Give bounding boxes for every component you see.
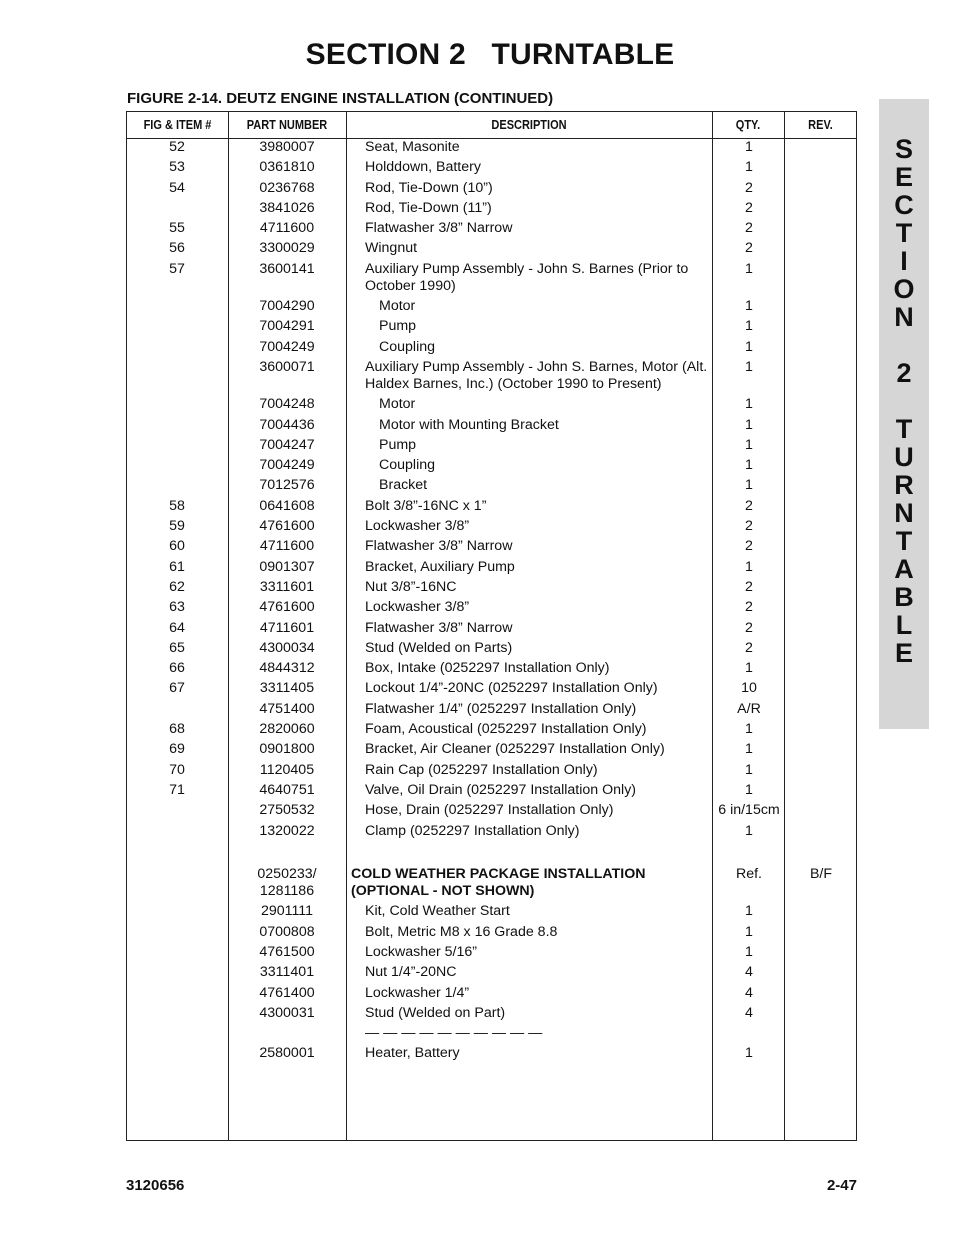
cell-description: Coupling (379, 457, 436, 474)
cell-quantity: 1 (745, 477, 753, 494)
table-row (127, 240, 856, 260)
cell-part-number: 0901307 (259, 558, 315, 575)
cell-quantity: 1 (745, 298, 753, 315)
cell-fig-item: 71 (169, 781, 185, 798)
cell-quantity: 1 (745, 923, 753, 940)
cell-quantity: 1 (745, 457, 753, 474)
cell-revision: B/F (809, 866, 833, 883)
tab-letter: A (894, 554, 914, 584)
cell-description: Flatwasher 3/8” Narrow (365, 538, 513, 555)
cell-quantity: 2 (745, 599, 753, 616)
cell-description: Kit, Cold Weather Start (365, 903, 510, 920)
table-row (127, 559, 856, 579)
table-row (127, 417, 856, 437)
cell-fig-item: 53 (169, 159, 185, 176)
document-number: 3120656 (126, 1177, 185, 1194)
cell-description: Flatwasher 1/4” (0252297 Installation Only) (365, 700, 637, 717)
cell-part-number: 4711601 (259, 619, 315, 636)
page-number: 2-47 (826, 1177, 857, 1194)
cell-part-number: 3311401 (259, 964, 315, 981)
table-row (127, 741, 856, 761)
tab-letter: R (894, 470, 914, 500)
cell-quantity: 1 (745, 159, 753, 176)
table-row (127, 620, 856, 640)
cell-quantity: 1 (745, 139, 753, 155)
cell-description: Lockwasher 5/16” (365, 943, 477, 960)
cell-part-number: 3980007 (259, 139, 315, 155)
cell-quantity: 2 (745, 518, 753, 535)
cell-fig-item: 56 (169, 240, 185, 257)
cell-part-number: 4761600 (259, 518, 315, 535)
tab-letter: N (894, 302, 914, 332)
cell-fig-item: 67 (169, 680, 185, 697)
table-row (127, 359, 856, 396)
table-row (127, 437, 856, 457)
cell-fig-item: 52 (169, 139, 185, 155)
table-row (127, 261, 856, 298)
cell-part-number: 3300029 (259, 240, 315, 257)
cell-description: Wingnut (365, 240, 418, 257)
cell-fig-item: 58 (169, 497, 185, 514)
table-row (127, 866, 856, 903)
table-row (127, 518, 856, 538)
cell-description: Lockwasher 1/4” (365, 984, 470, 1001)
tab-letter: E (894, 162, 913, 192)
cell-description: Stud (Welded on Parts) (365, 639, 513, 656)
table-row (127, 843, 856, 866)
cell-description: COLD WEATHER PACKAGE INSTALLATION (OPTIONAL - NOT SHOWN) (351, 866, 646, 900)
table-row (127, 599, 856, 619)
cell-quantity: 2 (745, 497, 753, 514)
cell-quantity: 10 (741, 680, 757, 697)
cell-part-number: 2750532 (259, 802, 315, 819)
cell-description: Nut 1/4”-20NC (365, 964, 457, 981)
cell-part-number: 7004248 (259, 396, 315, 413)
cell-quantity: 1 (745, 741, 753, 758)
cell-part-number: 7004247 (259, 436, 315, 453)
cell-quantity: 1 (745, 1045, 753, 1062)
table-row (127, 640, 856, 660)
cell-quantity: 2 (745, 538, 753, 555)
table-row (127, 782, 856, 802)
tab-letter: O (893, 274, 915, 304)
table-row (127, 924, 856, 944)
cell-part-number: 1120405 (259, 761, 315, 778)
cell-part-number: 7004290 (259, 298, 315, 315)
table-row (127, 180, 856, 200)
table-row (127, 159, 856, 179)
table-row (127, 985, 856, 1005)
cell-quantity: 4 (745, 1004, 753, 1021)
cell-quantity: 1 (745, 558, 753, 575)
tab-letter: N (894, 498, 914, 528)
cell-description: Foam, Acoustical (0252297 Installation Only) (365, 721, 647, 738)
table-row (127, 903, 856, 923)
cell-description: Auxiliary Pump Assembly - John S. Barnes, Motor (Alt. Haldex Barnes, Inc.) (October 1990 to Present) (365, 358, 708, 392)
cell-quantity: 2 (745, 240, 753, 257)
section-title: SECTION 2 TURNTABLE (305, 38, 675, 71)
cell-quantity: 1 (745, 660, 753, 677)
cell-description: Seat, Masonite (365, 139, 460, 155)
cell-description: Bracket, Auxiliary Pump (365, 558, 515, 575)
cell-quantity: 2 (745, 220, 753, 237)
cell-description: Bolt 3/8”-16NC x 1” (365, 497, 487, 514)
table-row (127, 498, 856, 518)
cell-description: Holddown, Battery (365, 159, 481, 176)
cell-part-number: 1320022 (259, 822, 315, 839)
cell-description: Lockwasher 3/8” (365, 599, 470, 616)
cell-fig-item: 69 (169, 741, 185, 758)
tab-letter (879, 387, 929, 415)
tab-letter (879, 331, 929, 359)
column-header-qty: QTY. (735, 118, 761, 132)
tab-letter: B (894, 582, 914, 612)
column-header-fig: FIG & ITEM # (143, 118, 212, 132)
cell-description: Rain Cap (0252297 Installation Only) (365, 761, 598, 778)
cell-part-number: 4640751 (259, 781, 315, 798)
table-row (127, 660, 856, 680)
table-row (127, 802, 856, 822)
cell-fig-item: 70 (169, 761, 185, 778)
cell-description: Hose, Drain (0252297 Installation Only) (365, 802, 614, 819)
cell-quantity: 1 (745, 721, 753, 738)
tab-letter: T (895, 218, 913, 248)
cell-part-number: 7004291 (259, 318, 315, 335)
cell-description: Box, Intake (0252297 Installation Only) (365, 660, 610, 677)
cell-fig-item: 68 (169, 721, 185, 738)
tab-letter: T (895, 526, 913, 556)
cell-part-number: 4751400 (259, 700, 315, 717)
tab-letter: E (894, 638, 913, 668)
cell-part-number: 0901800 (259, 741, 315, 758)
table-row (127, 762, 856, 782)
cell-part-number: 3841026 (259, 199, 315, 216)
table-row (127, 457, 856, 477)
cell-quantity: 2 (745, 179, 753, 196)
cell-description: Pump (379, 318, 417, 335)
column-header-part: PART NUMBER (246, 118, 328, 132)
table-row (127, 339, 856, 359)
cell-fig-item: 57 (169, 260, 185, 277)
cell-part-number: 4300034 (259, 639, 315, 656)
cell-quantity: 6 in/15cm (718, 802, 780, 819)
cell-fig-item: 59 (169, 518, 185, 535)
cell-quantity: 1 (745, 338, 753, 355)
cell-quantity: 1 (745, 903, 753, 920)
cell-fig-item: 62 (169, 578, 185, 595)
table-row (127, 579, 856, 599)
table-row (127, 220, 856, 240)
cell-part-number: 3311601 (259, 578, 315, 595)
cell-quantity: A/R (737, 700, 761, 717)
table-row (127, 318, 856, 338)
cell-description: Valve, Oil Drain (0252297 Installation Only) (365, 781, 637, 798)
cell-quantity: 1 (745, 943, 753, 960)
cell-part-number: 3311405 (259, 680, 315, 697)
cell-description: Flatwasher 3/8” Narrow (365, 619, 513, 636)
cell-description: Bracket, Air Cleaner (0252297 Installation Only) (365, 741, 665, 758)
cell-part-number: 4300031 (259, 1004, 315, 1021)
table-row (127, 721, 856, 741)
cell-part-number: 4711600 (259, 220, 315, 237)
tab-letter: T (895, 414, 913, 444)
cell-description: Motor (379, 396, 416, 413)
cell-fig-item: 63 (169, 599, 185, 616)
table-row (127, 139, 856, 159)
cell-part-number: 0700808 (259, 923, 315, 940)
cell-fig-item: 65 (169, 639, 185, 656)
cell-description: Clamp (0252297 Installation Only) (365, 822, 580, 839)
cell-part-number: 4761500 (259, 943, 315, 960)
cell-fig-item: 66 (169, 660, 185, 677)
cell-fig-item: 61 (169, 558, 185, 575)
table-row (127, 964, 856, 984)
cell-description: Lockout 1/4”-20NC (0252297 Installation Only) (365, 680, 658, 697)
tab-letter: I (900, 246, 908, 276)
cell-part-number: 0236768 (259, 179, 315, 196)
table-row (127, 1045, 856, 1065)
cell-part-number: 7004436 (259, 416, 315, 433)
cell-part-number: 2820060 (259, 721, 315, 738)
cell-part-number: 4761600 (259, 599, 315, 616)
cell-quantity: 2 (745, 639, 753, 656)
table-row (127, 1005, 856, 1025)
cell-part-number: 0641608 (259, 497, 315, 514)
table-row (127, 1025, 856, 1045)
cell-fig-item: 55 (169, 220, 185, 237)
cell-description: Motor (379, 298, 416, 315)
cell-part-number: 3600071 (259, 358, 315, 375)
cell-quantity: 1 (745, 761, 753, 778)
cell-quantity: 2 (745, 619, 753, 636)
cell-part-number: 2901111 (260, 903, 314, 920)
tab-letter: C (894, 190, 914, 220)
column-header-rev: REV. (808, 118, 833, 132)
cell-part-number: 4711600 (259, 538, 315, 555)
cell-description: Pump (379, 436, 417, 453)
cell-description: Heater, Battery (365, 1045, 460, 1062)
column-header-description: DESCRIPTION (491, 118, 567, 132)
tab-letter: S (894, 134, 913, 164)
table-row (127, 200, 856, 220)
cell-quantity: 1 (745, 318, 753, 335)
cell-description: Lockwasher 3/8” (365, 518, 470, 535)
cell-description: Nut 3/8”-16NC (365, 578, 457, 595)
cell-fig-item: 64 (169, 619, 185, 636)
cell-quantity: 1 (745, 436, 753, 453)
table-row (127, 680, 856, 700)
table-row (127, 538, 856, 558)
table-row (127, 944, 856, 964)
cell-part-number: 7004249 (259, 338, 315, 355)
cell-quantity: 1 (745, 822, 753, 839)
cell-description: Bracket (379, 477, 428, 494)
cell-description: Flatwasher 3/8” Narrow (365, 220, 513, 237)
cell-description: — — — — — — — — — — (365, 1025, 543, 1042)
cell-part-number: 3600141 (259, 260, 315, 277)
table-row (127, 701, 856, 721)
table-body (127, 139, 856, 1066)
cell-description: Stud (Welded on Part) (365, 1004, 506, 1021)
cell-description: Bolt, Metric M8 x 16 Grade 8.8 (365, 923, 558, 940)
table-row (127, 823, 856, 843)
cell-fig-item: 60 (169, 538, 185, 555)
cell-quantity: 1 (745, 781, 753, 798)
cell-quantity: 1 (745, 358, 753, 375)
cell-quantity: 2 (745, 199, 753, 216)
cell-quantity: 2 (745, 578, 753, 595)
cell-quantity: 1 (745, 396, 753, 413)
parts-table (126, 111, 857, 1141)
cell-part-number: 0250233/ 1281186 (257, 866, 317, 900)
cell-description: Rod, Tie-Down (10”) (365, 179, 493, 196)
cell-part-number: 7012576 (259, 477, 315, 494)
table-row (127, 396, 856, 416)
cell-part-number: 0361810 (259, 159, 315, 176)
tab-letter: U (894, 442, 914, 472)
figure-title: FIGURE 2-14. DEUTZ ENGINE INSTALLATION (CONTINUED) (127, 90, 554, 107)
cell-description: Auxiliary Pump Assembly - John S. Barnes (Prior to October 1990) (365, 260, 689, 294)
cell-description: Coupling (379, 338, 436, 355)
cell-quantity: 4 (745, 964, 753, 981)
cell-description: Rod, Tie-Down (11”) (365, 199, 492, 216)
cell-part-number: 2580001 (259, 1045, 315, 1062)
section-tab (879, 99, 929, 729)
cell-quantity: 4 (745, 984, 753, 1001)
tab-letter: 2 (896, 358, 912, 388)
cell-quantity: 1 (745, 260, 753, 277)
tab-letter: L (895, 610, 913, 640)
cell-part-number: 4844312 (259, 660, 315, 677)
cell-description: Motor with Mounting Bracket (379, 416, 559, 433)
cell-part-number: 4761400 (259, 984, 315, 1001)
table-row (127, 298, 856, 318)
cell-part-number: 7004249 (259, 457, 315, 474)
cell-fig-item: 54 (169, 179, 185, 196)
cell-quantity: Ref. (735, 866, 763, 883)
cell-quantity: 1 (745, 416, 753, 433)
table-row (127, 477, 856, 497)
